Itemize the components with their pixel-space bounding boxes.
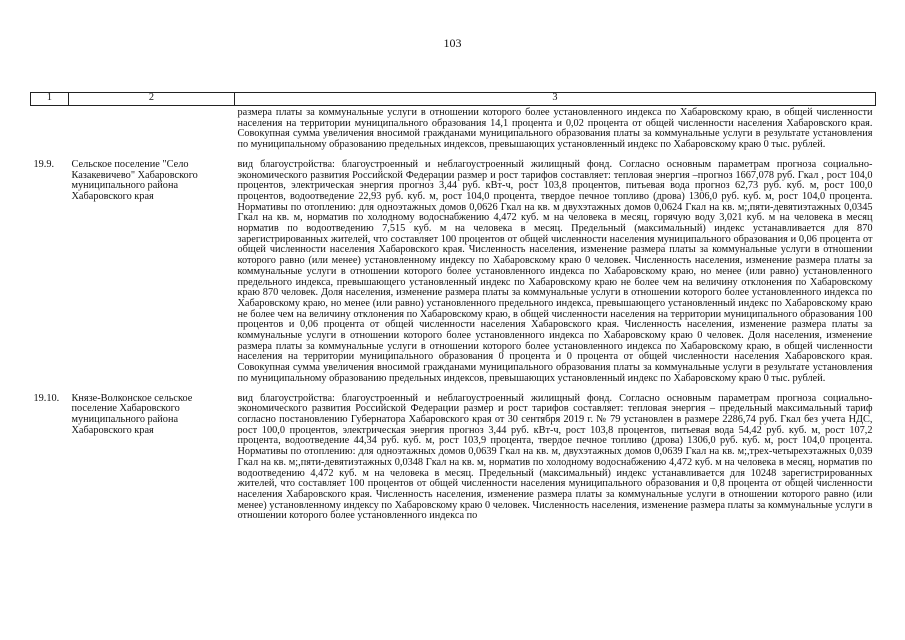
row-municipality-name: Сельское поселение "Село Казакевичево" Хабаровского муниципального района Хабаровского края xyxy=(71,158,198,202)
row-text: размера платы за коммунальные услуги в отношении которого более установленного индекса по Хабаровскому краю, в общей численности населения на территории муниципального образования 14,1 процента и 0,02 процента от общей численности населения Хабаровского края. Совокупная сумма увеличения вносимой гражданами муниципального образования платы за коммунальные услуги в результате установления по муниципальному образованию предельных индексов, превышающих установленный индекс по Хабаровскому краю 0 тыс. рублей. xyxy=(237,107,873,151)
row-number: 19.9. xyxy=(33,158,55,170)
row-text: вид благоустройства: благоустроенный и неблагоустроенный жилищный фонд. Согласно основным параметрам прогноза социально-экономического развития Российской Федерации размер и рост тарифов составляет: тепловая энергия – предельный максимальный тариф согласно постановлению Губернатора Хабаровского края от 30 сентября 2019 г. № 79 установлен в размере 2286,74 руб. Гкал без учета НДС, рост 100,0 процентов, электрическая энергия прогноз 3,44 руб. кВт-ч, рост 103,8 процентов, питьевая вода 54,42 руб. куб. м, рост 107,2 процента, водоотведение 44,34 руб. куб. м, рост 103,9 процента, твердое печное топливо (дрова) 1306,0 руб. куб. м, рост 104,0 процента. Нормативы по отоплению: для одноэтажных домов 0,0639 Гкал на кв. м, двухэтажных домов 0,0639 Гкал на кв. м;,трех-четырехэтажных 0,039 Гкал на кв. м;,пяти-девятиэтажных 0,0348 Гкал на кв. м, норматив по холодному водоснабжению 4,472 куб. м на человека в месяц, норматив по водоотведению 4,472 куб. м на человека в месяц. Предельный (максимальный) индекс устанавливается для 10248 зарегистрированных жителей, что составляет 100 процентов от общей численности населения муниципального образования и 0,8 процента от общей численности населения Хабаровского края. Численность населения, изменение размера платы за коммунальные услуги в отношении которого равно (или менее) установленному индексу по Хабаровскому краю 0 человек. Численность населения, изменение размера платы за коммунальные услуги в отношении которого более установленного индекса по xyxy=(237,392,873,522)
row-municipality-name: Князе-Волконское сельское поселение Хабаровского муниципального района Хабаровского края xyxy=(71,392,193,436)
row-text: вид благоустройства: благоустроенный и неблагоустроенный жилищный фонд. Согласно основным параметрам прогноза социально-экономического развития Российской Федерации размер и рост тарифов составляет: тепловая энергия –прогноз 1667,078 руб. Гкал , рост 104,0 процентов, электрическая энергия прогноз 3,44 руб. кВт-ч, рост 103,8 процентов, питьевая вода прогноз 62,73 руб. куб. м, рост 100,0 процентов, водоотведение 22,93 руб. куб. м, рост 104,0 процента, твердое печное топливо (дрова) 1306,0 руб. куб. м, рост 104,0 процента. Нормативы по отоплению: для одноэтажных домов 0,0626 Гкал на кв. м двухэтажных домов 0,0624 Гкал на кв. м;,пяти-девятиэтажных 0,0345 Гкал на кв. м, норматив по холодному водоснабжению 4,472 куб. м на человека в месяц, горячую воду 3,021 куб. м на человека в месяц норматив по водоотведению 7,515 куб. м на человека в месяц. Предельный (максимальный) индекс устанавливается для 870 зарегистрированных жителей, что составляет 100 процентов от общей численности населения муниципального образования и 0,06 процента от общей численности населения Хабаровского края. Численность населения, изменение размера платы за коммунальные услуги в отношении которого равно (или менее) установленному индексу по Хабаровскому краю 0 человек. Численность населения, изменение размера платы за коммунальные услуги в отношении которого более установленного индекса по Хабаровскому краю, но менее (или равно) установленного предельного индекса, превышающего установленный индекс по Хабаровскому краю не более чем на величину отклонения по Хабаровскому краю 870 человек. Доля населения, изменение размера платы за коммунальные услуги в отношении которого более установленного индекса по Хабаровскому краю, но менее (или равно) установленного предельного индекса, превышающего установленный индекс по Хабаровскому краю не более чем на величину отклонения по Хабаровскому краю, в общей численности населения на территории муниципального образования 100 процентов и 0,06 процента от общей численности населения Хабаровского края. Численность населения, изменение размера платы за коммунальные услуги в отношении которого более установленного индекса по Хабаровскому краю 0 человек. Доля населения, изменение размера платы за коммунальные услуги в отношении которого более установленного индекса по Хабаровскому краю, в общей численности населения на территории муниципального образования 0 процента и 0 процента от общей численности населения Хабаровского края. Совокупная сумма увеличения вносимой гражданами муниципального образования платы за коммунальные услуги в результате установления по муниципальному образованию предельных индексов, превышающих установленный индекс по Хабаровскому краю 0 тыс. рублей. xyxy=(237,158,873,384)
table-row xyxy=(31,151,876,385)
table-header-row xyxy=(31,93,876,106)
header-col-3: 3 xyxy=(235,93,876,106)
document-table xyxy=(30,92,876,522)
header-col-1: 1 xyxy=(31,93,69,106)
header-col-2: 2 xyxy=(69,93,235,106)
row-number: 19.10. xyxy=(33,392,60,404)
table-row xyxy=(31,385,876,522)
page-number: 103 xyxy=(443,36,462,50)
table-row-continuation xyxy=(31,106,876,151)
